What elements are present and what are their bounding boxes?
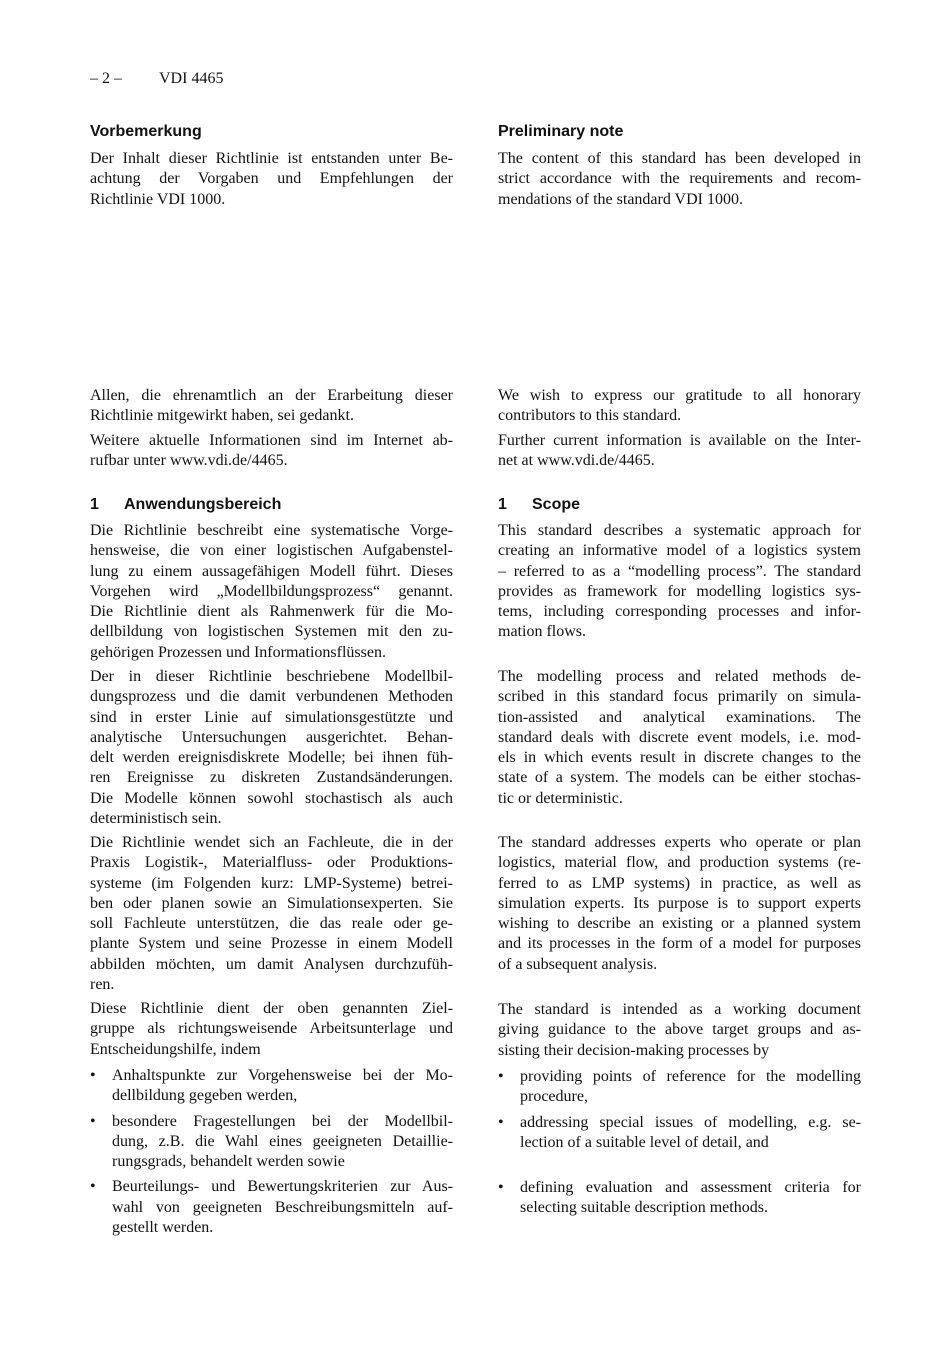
scope-number-de: 1 — [90, 496, 99, 513]
text-line: achtung der Vorgaben und Empfehlungen der — [90, 170, 453, 188]
list-item — [498, 1067, 861, 1108]
scope-title-de: Anwendungsbereich — [124, 496, 282, 513]
text-line: strict accordance with the requirements and recom- — [498, 170, 861, 188]
bullet-marker: • — [90, 1178, 96, 1196]
text-line: logistics, material flow, and production systems (re- — [498, 854, 861, 872]
text-line: dellbildung gegeben werden, — [112, 1087, 298, 1105]
text-line: net at www.vdi.de/4465. — [498, 452, 655, 470]
text-line: systeme (im Folgenden kurz: LMP-Systeme) betrei- — [90, 874, 453, 892]
text-line: of a subsequent analysis. — [498, 955, 658, 973]
list-item — [498, 1178, 861, 1219]
text-line: Der Inhalt dieser Richtlinie ist entstanden unter Be- — [90, 150, 453, 167]
text-line: addressing special issues of modelling, e.g. se- — [520, 1113, 861, 1131]
text-line: Weitere aktuelle Informationen sind im Internet ab- — [90, 432, 453, 449]
scope-paragraph-3-de — [90, 833, 453, 995]
text-line: dung, z.B. die Wahl eines geeigneten Detaillie- — [112, 1132, 453, 1150]
text-line: Die Modelle können sowohl stochastisch als auch — [90, 789, 453, 807]
text-line: Vorgehen wird „Modellbildungsprozess“ genannt. — [90, 582, 453, 600]
text-line: ferred to as LMP systems) in practice, as well as — [498, 874, 861, 892]
text-line: Die Richtlinie dient als Rahmenwerk für die Mo- — [90, 603, 453, 621]
text-line: lection of a suitable level of detail, and — [520, 1133, 769, 1151]
text-line: defining evaluation and assessment criteria for — [520, 1179, 861, 1197]
scope-paragraph-4-en — [498, 1000, 861, 1061]
text-line: analytische Untersuchungen ausgerichtet. Behan- — [90, 728, 453, 746]
text-line: wishing to describe an existing or a planned system — [498, 915, 861, 933]
scope-paragraph-1-en — [498, 521, 861, 643]
text-line: standard deals with discrete event models, i.e. mod- — [498, 728, 861, 746]
text-line: giving guidance to the above target groups and as- — [498, 1021, 861, 1039]
preliminary-note-text-de — [90, 149, 453, 210]
scope-paragraph-2-en — [498, 667, 861, 809]
text-line: delt werden ereignisdiskrete Modelle; bei ihnen füh- — [90, 749, 453, 767]
list-item — [90, 1112, 453, 1173]
text-line: mendations of the standard VDI 1000. — [498, 190, 743, 208]
bullet-marker: • — [498, 1179, 504, 1197]
page-number: – 2 – — [90, 70, 122, 87]
document-id: VDI 4465 — [159, 70, 224, 87]
text-line: procedure, — [520, 1088, 588, 1106]
preliminary-note-text-en — [498, 149, 861, 210]
text-line: Praxis Logistik-, Materialfluss- oder Produktions- — [90, 854, 453, 872]
text-line: provides as framework for modelling logistics sys- — [498, 582, 861, 600]
text-line: The modelling process and related methods de- — [498, 668, 861, 685]
text-line: The standard is intended as a working document — [498, 1001, 861, 1018]
text-line: abbilden möchten, um damit Analysen durchzufüh- — [90, 955, 453, 973]
text-line: selecting suitable description methods. — [520, 1199, 768, 1217]
text-line: Beurteilungs- und Bewertungskriterien zur Aus- — [112, 1178, 453, 1196]
scope-paragraph-2-de — [90, 667, 453, 829]
text-line: rufbar unter www.vdi.de/4465. — [90, 452, 288, 470]
bullet-marker: • — [90, 1112, 96, 1130]
text-line: gruppe als richtungsweisende Arbeitsunterlage und — [90, 1020, 453, 1038]
text-line: providing points of reference for the modelling — [520, 1068, 861, 1085]
list-item — [498, 1113, 861, 1154]
text-line: hensweise, die von einer logistischen Aufgabenstel- — [90, 542, 453, 560]
text-line: creating an informative model of a logistics system — [498, 542, 861, 560]
text-line: els in which events result in discrete changes to the — [498, 749, 861, 767]
info-text-de — [90, 431, 453, 472]
text-line: deterministisch sein. — [90, 810, 222, 828]
text-line: simulation experts. Its purpose is to support experts — [498, 894, 861, 912]
text-line: The content of this standard has been developed in — [498, 150, 861, 167]
info-text-en — [498, 431, 861, 472]
scope-heading-de — [90, 495, 281, 515]
bullet-marker: • — [90, 1067, 96, 1084]
text-line: ben oder planen sowie an Simulationsexperten. Sie — [90, 894, 453, 912]
text-line: tion-assisted and analytical examinations. The — [498, 708, 861, 726]
text-line: Further current information is available on the Inter- — [498, 432, 861, 449]
text-line: Richtlinie mitgewirkt haben, sei gedankt. — [90, 407, 354, 425]
text-line: dungsprozess und die damit verbundenen Methoden — [90, 688, 453, 706]
preliminary-note-heading-de: Vorbemerkung — [90, 123, 202, 140]
text-line: – referred to as a “modelling process”. The standard — [498, 562, 861, 580]
text-line: rungsgrads, behandelt werden sowie — [112, 1153, 345, 1171]
scope-paragraph-1-de — [90, 521, 453, 663]
text-line: ren Ereignisse zu diskreten Zustandsänderungen. — [90, 769, 453, 787]
text-line: Die Richtlinie beschreibt eine systematische Vorge- — [90, 522, 453, 539]
text-line: ren. — [90, 976, 115, 994]
text-line: We wish to express our gratitude to all honorary — [498, 387, 861, 404]
text-line: state of a system. The models can be either stochas- — [498, 769, 861, 787]
bullet-marker: • — [498, 1068, 504, 1085]
text-line: wahl von geeigneten Beschreibungsmitteln auf- — [112, 1198, 453, 1216]
text-line: Allen, die ehrenamtlich an der Erarbeitung dieser — [90, 387, 453, 404]
text-line: tic or deterministic. — [498, 789, 623, 807]
text-line: This standard describes a systematic approach for — [498, 522, 861, 539]
text-line: sind in erster Linie auf simulationsgestützte und — [90, 708, 453, 726]
preliminary-note-heading-en: Preliminary note — [498, 123, 624, 140]
text-line: Diese Richtlinie dient der oben genannten Ziel- — [90, 1000, 453, 1017]
text-line: plante System und seine Prozesse in einem Modell — [90, 935, 453, 953]
list-item — [90, 1066, 453, 1107]
scope-paragraph-4-de — [90, 999, 453, 1060]
text-line: dellbildung von logistischen Systemen mit den zu- — [90, 623, 453, 641]
text-line: besondere Fragestellungen bei der Modellbil- — [112, 1112, 453, 1130]
text-line: gehörigen Prozessen und Informationsflüssen. — [90, 643, 386, 661]
bullet-marker: • — [498, 1113, 504, 1131]
scope-number-en: 1 — [498, 496, 507, 513]
text-line: tems, including corresponding processes and infor- — [498, 603, 861, 621]
text-line: and its processes in the form of a model for purposes — [498, 935, 861, 953]
acknowledgement-text-en — [498, 386, 861, 427]
text-line: mation flows. — [498, 623, 586, 641]
text-line: Anhaltspunkte zur Vorgehensweise bei der Mo- — [112, 1067, 453, 1084]
text-line: Richtlinie VDI 1000. — [90, 190, 226, 208]
acknowledgement-text-de — [90, 386, 453, 427]
scope-heading-en — [498, 495, 580, 515]
text-line: Entscheidungshilfe, indem — [90, 1040, 261, 1058]
text-line: soll Fachleute unterstützen, die das reale oder ge- — [90, 915, 453, 933]
text-line: contributors to this standard. — [498, 407, 682, 425]
text-line: The standard addresses experts who operate or plan — [498, 834, 861, 851]
text-line: Die Richtlinie wendet sich an Fachleute, die in der — [90, 834, 453, 851]
scope-paragraph-3-en — [498, 833, 861, 975]
list-item — [90, 1177, 453, 1238]
bullet-list-de — [90, 1066, 453, 1238]
text-line: scribed in this standard focus primarily on simula- — [498, 688, 861, 706]
text-line: Der in dieser Richtlinie beschriebene Modellbil- — [90, 668, 453, 685]
text-line: lung zu einem aussagefähigen Modell führt. Dieses — [90, 562, 453, 580]
text-line: sisting their decision-making processes by — [498, 1041, 770, 1059]
scope-title-en: Scope — [532, 496, 581, 513]
text-line: gestellt werden. — [112, 1219, 214, 1237]
bullet-list-en — [498, 1067, 861, 1219]
